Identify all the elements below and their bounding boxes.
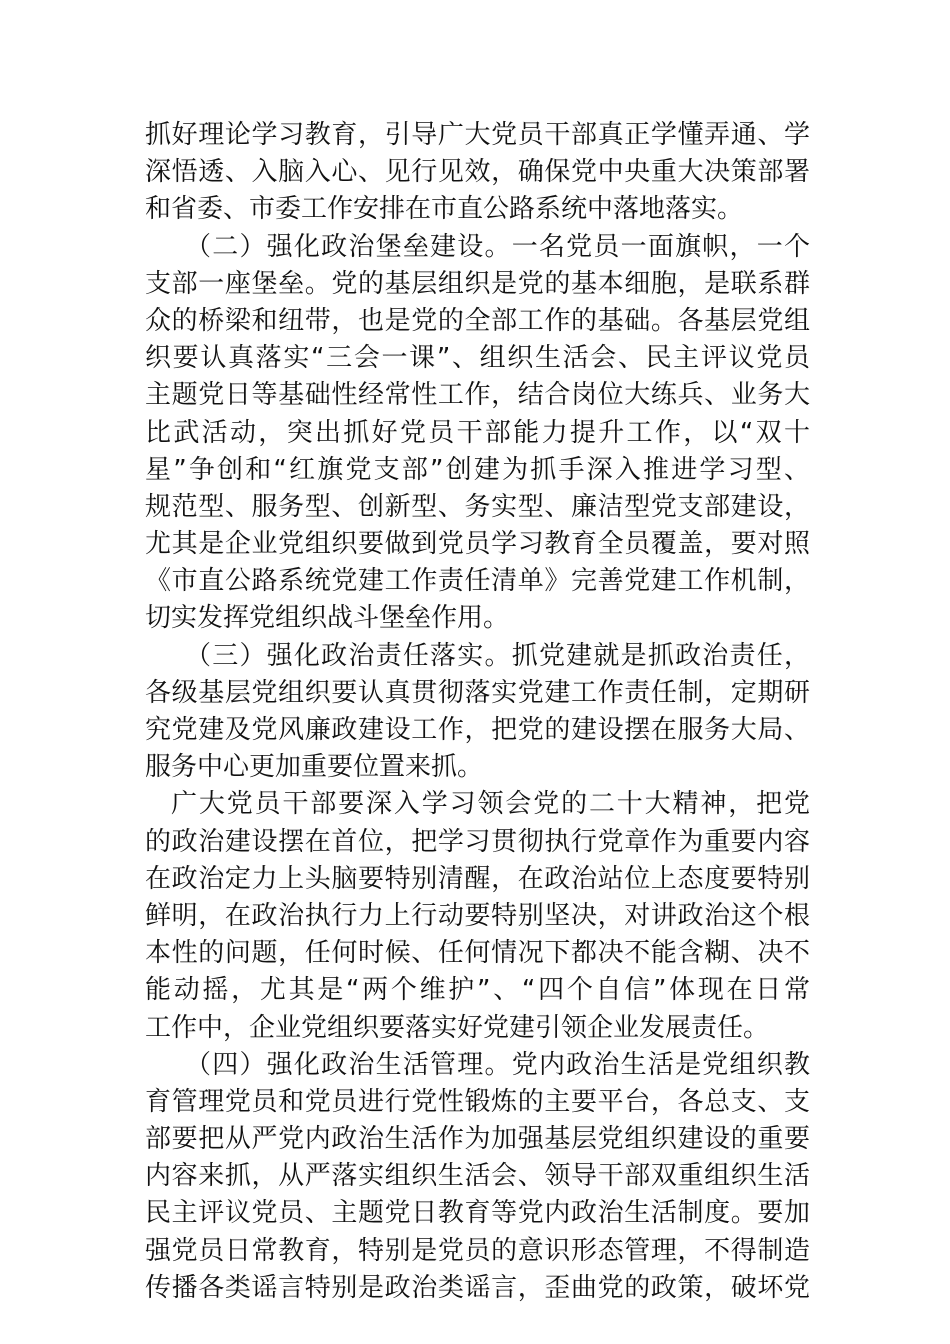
- text-line: 比武活动，突出抓好党员干部能力提升工作，以“双十: [145, 417, 810, 448]
- text-line: 各级基层党组织要认真贯彻落实党建工作责任制，定期研: [145, 677, 810, 708]
- text-line: 支部一座堡垒。党的基层组织是党的基本细胞，是联系群: [145, 268, 810, 299]
- paragraph-2: [145, 229, 810, 638]
- text-line: 传播各类谣言特别是政治类谣言，歪曲党的政策，破坏党: [145, 1272, 810, 1303]
- paragraph-3: [145, 638, 810, 787]
- text-line: 民主评议党员、主题党日教育等党内政治生活制度。要加: [145, 1198, 810, 1229]
- text-line: 众的桥梁和纽带，也是党的全部工作的基础。各基层党组: [145, 305, 810, 336]
- text-line: 规范型、服务型、创新型、务实型、廉洁型党支部建设，: [145, 491, 810, 522]
- text-line: 本性的问题，任何时候、任何情况下都决不能含糊、决不: [145, 938, 810, 969]
- paragraph-4: [145, 786, 810, 1046]
- text-line: 尤其是企业党组织要做到党员学习教育全员覆盖，要对照: [145, 529, 810, 560]
- text-line: （三）强化政治责任落实。抓党建就是抓政治责任，: [185, 640, 810, 671]
- text-line: 主题党日等基础性经常性工作，结合岗位大练兵、业务大: [145, 380, 810, 411]
- text-line: 星”争创和“红旗党支部”创建为抓手深入推进学习型、: [145, 454, 810, 485]
- paragraph-1: [145, 117, 810, 229]
- text-line: （四）强化政治生活管理。党内政治生活是党组织教: [185, 1049, 810, 1080]
- text-line: 的政治建设摆在首位，把学习贯彻执行党章作为重要内容: [145, 826, 810, 857]
- text-line: 强党员日常教育，特别是党员的意识形态管理，不得制造: [145, 1235, 810, 1266]
- document-body: [145, 117, 810, 1307]
- text-line: 工作中，企业党组织要落实好党建引领企业发展责任。: [145, 1012, 770, 1043]
- text-line: 织要认真落实“三会一课”、组织生活会、民主评议党员: [145, 343, 810, 374]
- text-line: 抓好理论学习教育，引导广大党员干部真正学懂弄通、学: [145, 120, 810, 150]
- text-line: 《市直公路系统党建工作责任清单》完善党建工作机制，: [145, 566, 810, 597]
- text-line: 内容来抓，从严落实组织生活会、领导干部双重组织生活: [145, 1161, 810, 1192]
- text-line: 在政治定力上头脑要特别清醒，在政治站位上态度要特别: [145, 863, 810, 894]
- text-line: 鲜明，在政治执行力上行动要特别坚决，对讲政治这个根: [145, 900, 810, 931]
- text-line: 和省委、市委工作安排在市直公路系统中落地落实。: [145, 194, 744, 225]
- text-line: 广大党员干部要深入学习领会党的二十大精神，把党: [171, 789, 810, 820]
- text-line: （二）强化政治堡垒建设。一名党员一面旗帜，一个: [185, 231, 810, 262]
- paragraph-5: [145, 1047, 810, 1307]
- text-line: 究党建及党风廉政建设工作，把党的建设摆在服务大局、: [145, 715, 810, 745]
- text-line: 切实发挥党组织战斗堡垒作用。: [145, 603, 510, 634]
- text-line: 能动摇，尤其是“两个维护”、“四个自信”体现在日常: [145, 975, 810, 1006]
- text-line: 育管理党员和党员进行党性锻炼的主要平台，各总支、支: [145, 1086, 810, 1117]
- text-line: 服务中心更加重要位置来抓。: [145, 752, 484, 783]
- text-line: 部要把从严党内政治生活作为加强基层党组织建设的重要: [145, 1124, 810, 1155]
- text-line: 深悟透、入脑入心、见行见效，确保党中央重大决策部署: [145, 157, 810, 188]
